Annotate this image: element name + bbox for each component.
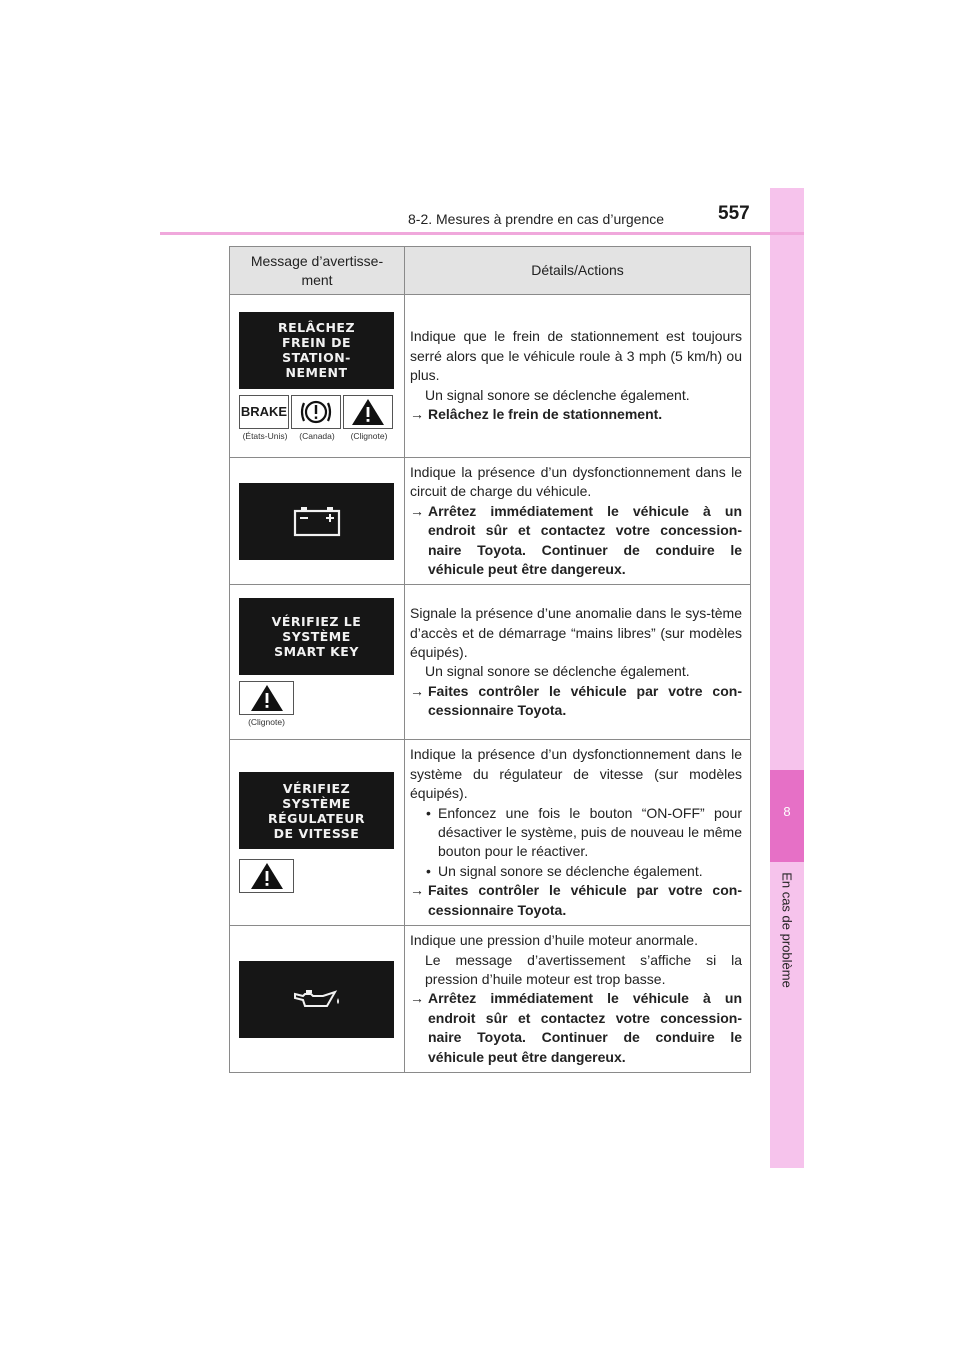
col-header-details: Détails/Actions bbox=[405, 247, 751, 295]
details-cell bbox=[405, 585, 751, 740]
list-item: • Enfoncez une fois le bouton “ON-OFF” pour désactiver le système, puis de nouveau le même bouton pour le réactiver. bbox=[426, 804, 742, 860]
details-note: Le message d’avertissement s’affiche si la pression d’huile moteur est trop basse. bbox=[425, 951, 742, 987]
details-note: Un signal sonore se déclenche également. bbox=[425, 663, 690, 680]
brake-icon: BRAKE bbox=[239, 395, 289, 429]
table-row bbox=[230, 458, 751, 585]
warning-triangle-icon bbox=[239, 859, 294, 893]
table-row bbox=[230, 585, 751, 740]
message-cell bbox=[230, 458, 405, 585]
arrow-icon: → bbox=[410, 682, 424, 699]
details-text: Indique que le frein de stationnement est toujours serré alors que le véhicule roule à 3 mph (5 km/h) ou plus. bbox=[410, 328, 742, 384]
message-cell bbox=[230, 926, 405, 1073]
battery-icon bbox=[292, 505, 342, 537]
table-row bbox=[230, 740, 751, 926]
col-header-message: Message d’avertisse- ment bbox=[230, 247, 405, 295]
display-cruise-control: VÉRIFIEZ SYSTÈME RÉGULATEUR DE VITESSE bbox=[239, 772, 394, 849]
parking-brake-icon bbox=[291, 395, 341, 429]
details-text: Signale la présence d’une anomalie dans le sys-tème d’accès et de démarrage “mains libres” (sur modèles équipés). bbox=[410, 605, 742, 661]
details-text: Indique la présence d’un dysfonctionnement dans le système du régulateur de vitesse (sur modèles équipés). bbox=[410, 746, 742, 802]
details-text: Indique une pression d’huile moteur anormale. bbox=[410, 932, 698, 949]
oil-can-icon bbox=[291, 986, 343, 1012]
charging-system-display bbox=[239, 483, 394, 560]
icon-caption-flashing: (Clignote) bbox=[248, 716, 285, 727]
warning-messages-table bbox=[229, 246, 751, 1073]
details-cell bbox=[405, 926, 751, 1073]
arrow-icon: → bbox=[410, 882, 424, 899]
details-cell bbox=[405, 740, 751, 926]
details-action: Relâchez le frein de stationnement. bbox=[428, 406, 663, 423]
table-row bbox=[230, 295, 751, 458]
details-note: Un signal sonore se déclenche également. bbox=[425, 386, 690, 403]
details-action: Faites contrôler le véhicule par votre con-cessionnaire Toyota. bbox=[428, 882, 742, 918]
oil-pressure-display bbox=[239, 961, 394, 1038]
details-text: Indique la présence d’un dysfonctionnement dans le circuit de charge du véhicule. bbox=[410, 464, 742, 500]
details-action: Arrêtez immédiatement le véhicule à un endroit sûr et contactez votre concession-naire Toyota. Continuer de conduire le véhicule peut être dangereux. bbox=[428, 990, 742, 1065]
icon-caption-canada: (Canada) bbox=[299, 430, 335, 441]
header-rule bbox=[160, 232, 804, 235]
details-action: Arrêtez immédiatement le véhicule à un endroit sûr et contactez votre concession-naire Toyota. Continuer de conduire le véhicule peut être dangereux. bbox=[428, 502, 742, 578]
details-cell bbox=[405, 295, 751, 458]
table-header-row bbox=[230, 247, 751, 295]
display-smart-key: VÉRIFIEZ LE SYSTÈME SMART KEY bbox=[239, 598, 394, 675]
display-parking-brake: RELÂCHEZ FREIN DE STATION- NEMENT bbox=[239, 312, 394, 389]
message-cell bbox=[230, 585, 405, 740]
message-cell bbox=[230, 740, 405, 926]
message-cell bbox=[230, 295, 405, 458]
chapter-side-tab bbox=[770, 188, 804, 1168]
list-item: • Un signal sonore se déclenche également. bbox=[426, 862, 703, 879]
chapter-number: 8 bbox=[783, 804, 791, 819]
warning-triangle-icon bbox=[343, 395, 393, 429]
arrow-icon: → bbox=[410, 990, 424, 1007]
details-cell bbox=[405, 458, 751, 585]
icon-caption-usa: (États-Unis) bbox=[242, 430, 288, 441]
chapter-number-tab bbox=[770, 770, 804, 862]
section-title: 8-2. Mesures à prendre en cas d’urgence bbox=[408, 211, 665, 227]
details-action: Faites contrôler le véhicule par votre con-cessionnaire Toyota. bbox=[428, 682, 742, 719]
warning-triangle-icon bbox=[239, 681, 294, 715]
arrow-icon: → bbox=[410, 502, 424, 519]
arrow-icon: → bbox=[410, 406, 424, 423]
chapter-title: En cas de problème bbox=[779, 872, 795, 988]
icon-caption-flashing: (Clignote) bbox=[350, 430, 388, 441]
table-row bbox=[230, 926, 751, 1073]
page-number: 557 bbox=[718, 203, 750, 224]
